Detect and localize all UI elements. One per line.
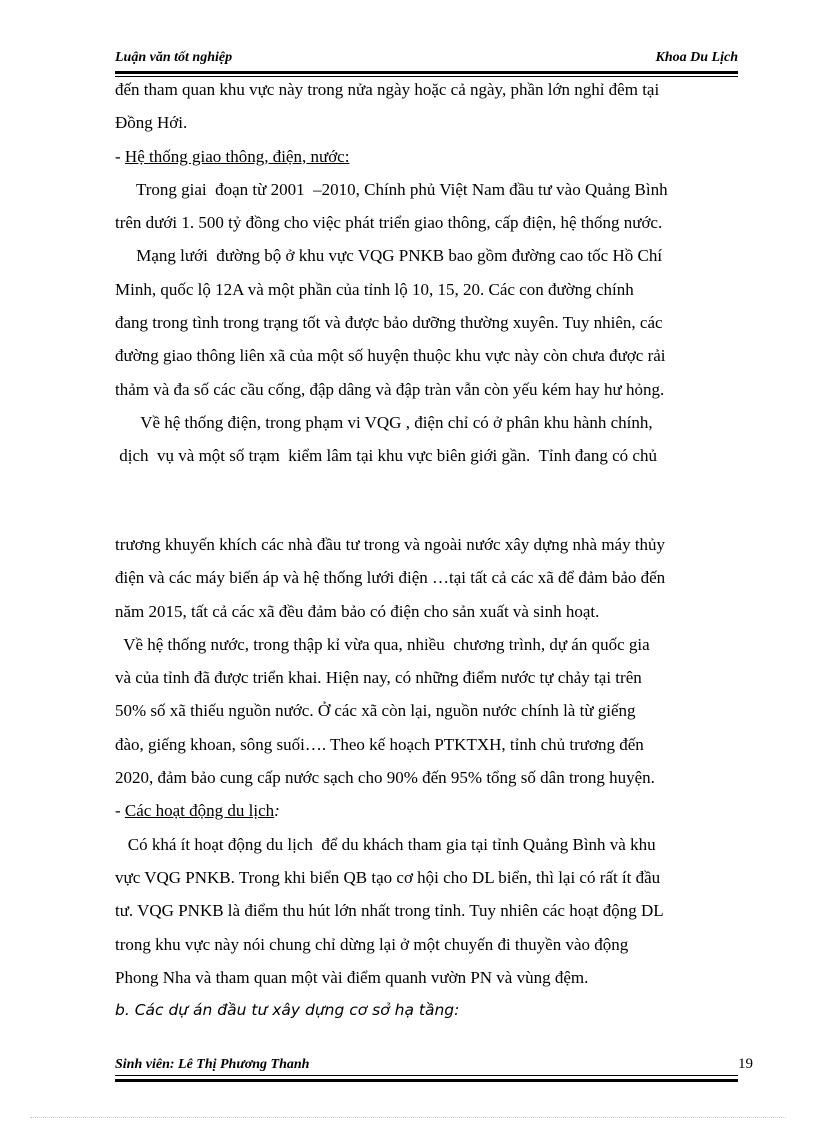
text-line: đường giao thông liên xã của một số huyện thuộc khu vực này còn chưa được rải (115, 346, 666, 366)
text-line: dịch vụ và một số trạm kiểm lâm tại khu vực biên giới gần. Tỉnh đang có chủ (115, 446, 657, 466)
text-line: Có khá ít hoạt động du lịch để du khách tham gia tại tỉnh Quảng Bình và khu (115, 834, 656, 854)
heading-colon: : (274, 801, 280, 821)
section-heading-infrastructure (115, 140, 738, 173)
text-line: Phong Nha và tham quan một vài điểm quanh vườn PN và vùng đệm. (115, 967, 589, 987)
heading-text: Các hoạt động du lịch (124, 801, 275, 821)
heading-bullet: - (115, 146, 125, 166)
text-line: Minh, quốc lộ 12A và một phần của tỉnh lộ 10, 15, 20. Các con đường chính (115, 279, 634, 299)
text-line: Về hệ thống điện, trong phạm vi VQG , điện chỉ có ở phân khu hành chính, (115, 412, 653, 432)
page-number: 19 (738, 1056, 753, 1072)
text-line: 2020, đảm bảo cung cấp nước sạch cho 90% đến 95% tổng số dân trong huyện. (115, 768, 655, 788)
text-block-lower (115, 528, 738, 1027)
text-line: trương khuyến khích các nhà đầu tư trong và ngoài nước xây dựng nhà máy thủy (115, 535, 666, 554)
header-faculty: Khoa Du Lịch (655, 50, 738, 65)
footer-rule-thin (115, 1075, 738, 1076)
text-line: vực VQG PNKB. Trong khi biển QB tạo cơ hội cho DL biển, thì lại có rất ít đầu (115, 867, 661, 887)
text-line: và của tỉnh đã được triển khai. Hiện nay, có những điểm nước tự chảy tại trên (115, 668, 642, 688)
text-line: thảm và đa số các cầu cống, đập dâng và đập tràn vẫn còn yếu kém hay hư hỏng. (115, 379, 665, 399)
header-thesis-title: Luận văn tốt nghiệp (115, 50, 233, 65)
text-line: điện và các máy biến áp và hệ thống lưới điện …tại tất cả các xã để đảm bảo đến (115, 568, 666, 588)
text-line: Trong giai đoạn từ 2001 –2010, Chính phủ Việt Nam đầu tư vào Quảng Bình (115, 179, 668, 199)
text-line: Mạng lưới đường bộ ở khu vực VQG PNKB bao gồm đường cao tốc Hồ Chí (115, 246, 663, 266)
footer-student-name: Sinh viên: Lê Thị Phương Thanh (115, 1057, 310, 1072)
text-line: đào, giếng khoan, sông suối…. Theo kế hoạch PTKTXH, tỉnh chủ trương đến (115, 734, 644, 754)
page-break-dotted-line (30, 1117, 786, 1118)
text-line: đến tham quan khu vực này trong nửa ngày hoặc cả ngày, phần lớn nghỉ đêm tại (115, 80, 660, 99)
text-line: 50% số xã thiếu nguồn nước. Ở các xã còn lại, nguồn nước chính là từ giếng (115, 701, 636, 721)
page-header (115, 50, 738, 68)
text-line: năm 2015, tất cả các xã đều đảm bảo có điện cho sản xuất và sinh hoạt. (115, 601, 600, 621)
heading-text: Hệ thống giao thông, điện, nước: (124, 146, 350, 166)
text-line: tư. VQG PNKB là điểm thu hút lớn nhất trong tỉnh. Tuy nhiên các hoạt động DL (115, 901, 664, 921)
text-line: đang trong tình trong trạng tốt và được bảo dưỡng thường xuyên. Tuy nhiên, các (115, 313, 663, 333)
text-block-upper (115, 73, 738, 473)
text-line: Về hệ thống nước, trong thập kỉ vừa qua, nhiều chương trình, dự án quốc gia (115, 634, 650, 654)
subsection-heading-investment: b. Các dự án đầu tư xây dựng cơ sở hạ tầng: (115, 1001, 460, 1020)
heading-bullet: - (115, 801, 125, 821)
section-heading-tourism (115, 794, 738, 827)
text-line: trên dưới 1. 500 tỷ đồng cho việc phát triển giao thông, cấp điện, hệ thống nước. (115, 213, 663, 233)
text-line: trong khu vực này nói chung chỉ dừng lại ở một chuyến đi thuyền vào động (115, 934, 629, 954)
footer-rule-thick (115, 1079, 738, 1082)
text-line: Đồng Hới. (115, 113, 188, 133)
